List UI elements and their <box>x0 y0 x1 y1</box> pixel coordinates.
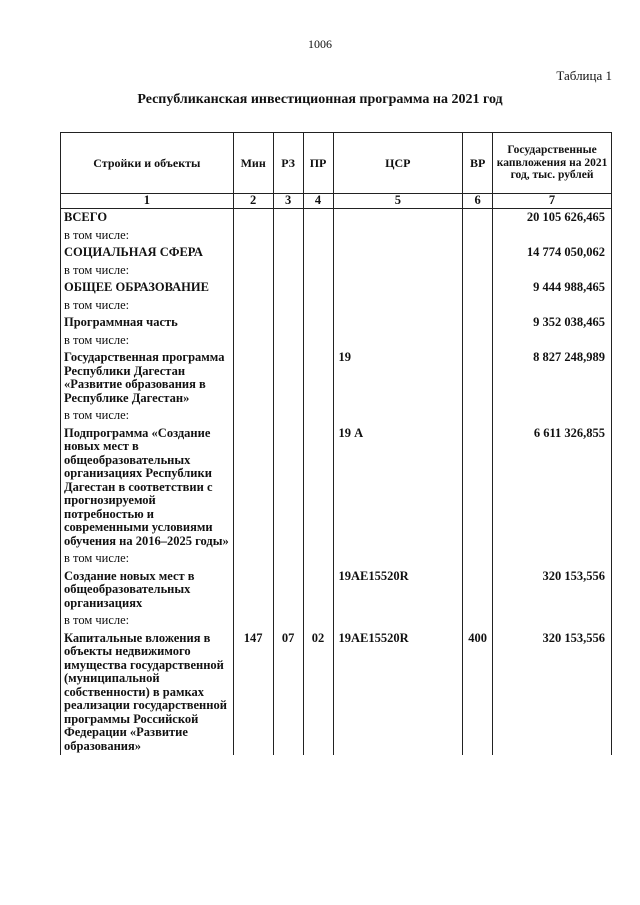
row-rz <box>273 349 303 407</box>
table-row <box>61 407 612 425</box>
table-row <box>61 550 612 568</box>
row-value: 320 153,556 <box>493 568 612 613</box>
row-vr <box>463 209 493 227</box>
row-rz <box>273 425 303 551</box>
table-body <box>61 209 612 756</box>
header-rz: РЗ <box>273 133 303 194</box>
row-rz <box>273 262 303 280</box>
column-number: 3 <box>273 194 303 209</box>
row-min <box>233 262 273 280</box>
row-csr <box>333 297 463 315</box>
row-name: СОЦИАЛЬНАЯ СФЕРА <box>61 244 234 262</box>
row-value: 320 153,556 <box>493 630 612 756</box>
row-name: в том числе: <box>61 227 234 245</box>
row-value <box>493 332 612 350</box>
row-rz <box>273 568 303 613</box>
header-pr: ПР <box>303 133 333 194</box>
column-number: 5 <box>333 194 463 209</box>
header-csr: ЦСР <box>333 133 463 194</box>
row-name: Создание новых мест в общеобразовательных организациях <box>61 568 234 613</box>
row-vr <box>463 425 493 551</box>
row-csr <box>333 332 463 350</box>
row-pr <box>303 297 333 315</box>
row-name: в том числе: <box>61 332 234 350</box>
row-pr <box>303 244 333 262</box>
row-pr <box>303 332 333 350</box>
investment-program-table <box>60 132 612 755</box>
row-rz <box>273 297 303 315</box>
row-value <box>493 227 612 245</box>
row-pr <box>303 568 333 613</box>
row-pr <box>303 209 333 227</box>
row-vr: 400 <box>463 630 493 756</box>
table-row <box>61 262 612 280</box>
row-name: в том числе: <box>61 550 234 568</box>
row-vr <box>463 568 493 613</box>
table-row <box>61 227 612 245</box>
row-min <box>233 244 273 262</box>
row-name: ВСЕГО <box>61 209 234 227</box>
row-min <box>233 407 273 425</box>
row-pr <box>303 314 333 332</box>
column-number: 7 <box>493 194 612 209</box>
header-name: Стройки и объекты <box>61 133 234 194</box>
row-name: в том числе: <box>61 407 234 425</box>
row-rz <box>273 209 303 227</box>
row-name: Подпрограмма «Создание новых мест в общеобразовательных организациях Республики Дагестан в соответствии с прогнозируемой потребностью и современными условиями обучения на 2016–2025 годы» <box>61 425 234 551</box>
row-min <box>233 332 273 350</box>
row-vr <box>463 550 493 568</box>
row-value: 8 827 248,989 <box>493 349 612 407</box>
row-vr <box>463 314 493 332</box>
table-row <box>61 297 612 315</box>
table-row <box>61 612 612 630</box>
row-pr: 02 <box>303 630 333 756</box>
document-title: Республиканская инвестиционная программа на 2021 год <box>137 92 503 107</box>
row-pr <box>303 349 333 407</box>
row-csr <box>333 227 463 245</box>
row-name: в том числе: <box>61 297 234 315</box>
row-min <box>233 425 273 551</box>
row-value: 9 352 038,465 <box>493 314 612 332</box>
row-csr: 19 А <box>333 425 463 551</box>
row-csr <box>333 550 463 568</box>
row-rz <box>273 550 303 568</box>
table-row <box>61 314 612 332</box>
row-name: Программная часть <box>61 314 234 332</box>
table-row <box>61 568 612 613</box>
row-csr: 19AE15520R <box>333 568 463 613</box>
row-value: 14 774 050,062 <box>493 244 612 262</box>
table-row <box>61 332 612 350</box>
row-min <box>233 209 273 227</box>
row-min <box>233 297 273 315</box>
row-vr <box>463 332 493 350</box>
column-number: 2 <box>233 194 273 209</box>
row-csr: 19AE15520R <box>333 630 463 756</box>
row-value <box>493 297 612 315</box>
column-number: 6 <box>463 194 493 209</box>
row-name: ОБЩЕЕ ОБРАЗОВАНИЕ <box>61 279 234 297</box>
row-rz <box>273 244 303 262</box>
page-number: 1006 <box>308 37 332 51</box>
row-vr <box>463 227 493 245</box>
row-rz <box>273 279 303 297</box>
row-min <box>233 314 273 332</box>
row-name: в том числе: <box>61 612 234 630</box>
row-value: 6 611 326,855 <box>493 425 612 551</box>
table-row <box>61 279 612 297</box>
row-pr <box>303 262 333 280</box>
row-csr: 19 <box>333 349 463 407</box>
row-min: 147 <box>233 630 273 756</box>
header-value: Государственные капвложения на 2021 год, тыс. рублей <box>493 133 612 194</box>
header-vr: ВР <box>463 133 493 194</box>
header-min: Мин <box>233 133 273 194</box>
row-pr <box>303 407 333 425</box>
row-csr <box>333 279 463 297</box>
table-row <box>61 244 612 262</box>
table-row <box>61 425 612 551</box>
row-min <box>233 227 273 245</box>
row-name: в том числе: <box>61 262 234 280</box>
row-vr <box>463 407 493 425</box>
row-value <box>493 262 612 280</box>
table-header-row <box>61 133 612 194</box>
table-row <box>61 349 612 407</box>
row-rz <box>273 332 303 350</box>
row-rz <box>273 612 303 630</box>
row-min <box>233 612 273 630</box>
row-pr <box>303 227 333 245</box>
row-vr <box>463 279 493 297</box>
row-min <box>233 349 273 407</box>
row-rz <box>273 314 303 332</box>
row-rz <box>273 407 303 425</box>
table-label: Таблица 1 <box>556 68 612 83</box>
row-vr <box>463 244 493 262</box>
row-csr <box>333 262 463 280</box>
row-value <box>493 612 612 630</box>
row-rz: 07 <box>273 630 303 756</box>
row-min <box>233 568 273 613</box>
row-value: 20 105 626,465 <box>493 209 612 227</box>
row-vr <box>463 349 493 407</box>
row-min <box>233 550 273 568</box>
row-vr <box>463 612 493 630</box>
row-value: 9 444 988,465 <box>493 279 612 297</box>
row-csr <box>333 612 463 630</box>
row-csr <box>333 244 463 262</box>
row-rz <box>273 227 303 245</box>
column-number-row <box>61 194 612 209</box>
column-number: 4 <box>303 194 333 209</box>
row-vr <box>463 297 493 315</box>
row-csr <box>333 209 463 227</box>
column-number: 1 <box>61 194 234 209</box>
row-value <box>493 550 612 568</box>
row-pr <box>303 612 333 630</box>
row-value <box>493 407 612 425</box>
table-row <box>61 630 612 756</box>
table-row <box>61 209 612 227</box>
row-csr <box>333 314 463 332</box>
row-pr <box>303 550 333 568</box>
row-min <box>233 279 273 297</box>
row-csr <box>333 407 463 425</box>
row-pr <box>303 425 333 551</box>
row-pr <box>303 279 333 297</box>
row-name: Капитальные вложения в объекты недвижимого имущества государственной (муниципальной собственности) в рамках реализации государственной программы Российской Федерации «Развитие образования» <box>61 630 234 756</box>
row-name: Государственная программа Республики Дагестан «Развитие образования в Республике Дагестан» <box>61 349 234 407</box>
row-vr <box>463 262 493 280</box>
